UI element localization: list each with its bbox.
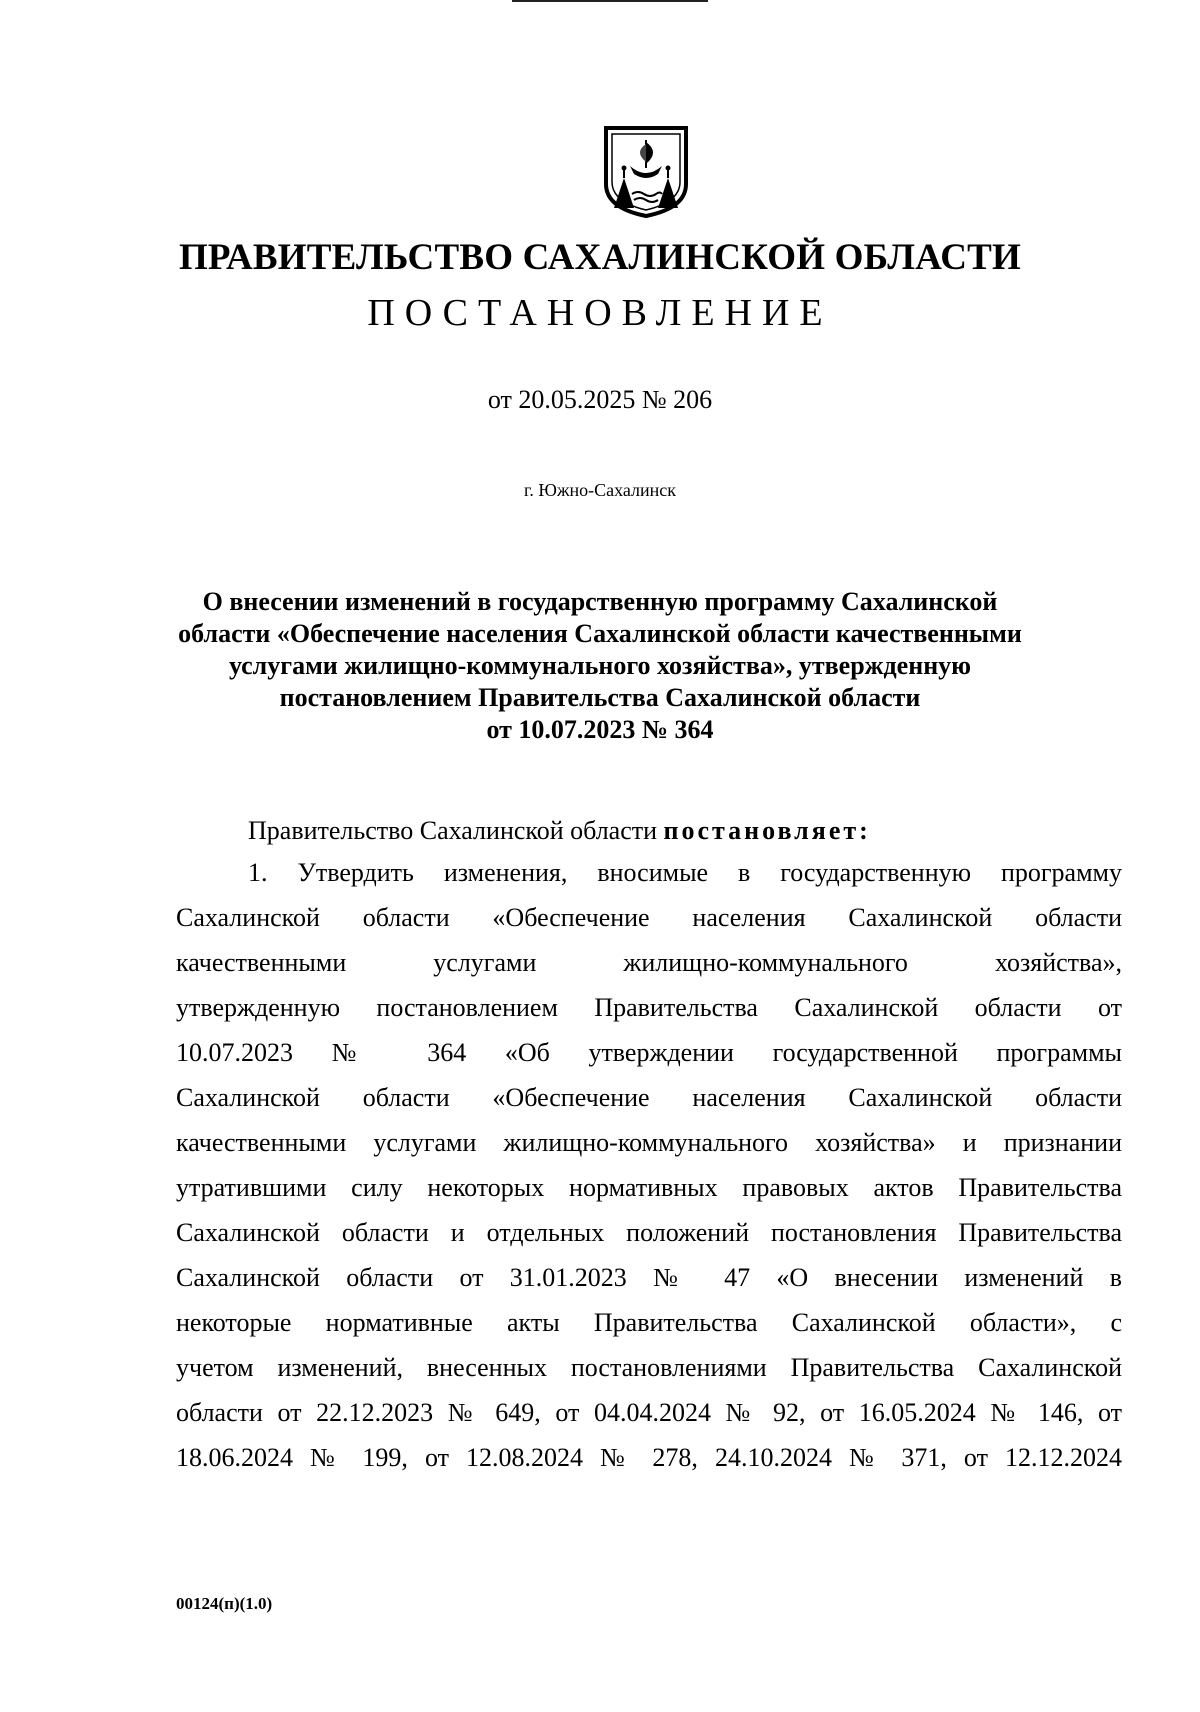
paragraph-line: качественными услугами жилищно-коммунального хозяйства», bbox=[176, 948, 1122, 977]
paragraph-line: 10.07.2023 № 364 «Об утверждении государственной программы bbox=[176, 1038, 1122, 1067]
subject-line: О внесении изменений в государственную программу Сахалинской bbox=[202, 587, 998, 616]
subject-line: области «Обеспечение населения Сахалинской области качественными bbox=[178, 619, 1022, 648]
paragraph-line: утвержденную постановлением Правительства Сахалинской области от bbox=[176, 993, 1122, 1022]
paragraph-line: Сахалинской области «Обеспечение населения Сахалинской области bbox=[176, 1083, 1122, 1112]
paragraph-line: Сахалинской области «Обеспечение населения Сахалинской области bbox=[176, 903, 1122, 932]
form-code: 00124(п)(1.0) bbox=[176, 1594, 273, 1613]
paragraph-line: качественными услугами жилищно-коммунального хозяйства» и признании bbox=[176, 1128, 1122, 1157]
government-title: ПРАВИТЕЛЬСТВО САХАЛИНСКОЙ ОБЛАСТИ bbox=[178, 237, 1022, 278]
paragraph-line: Сахалинской области от 31.01.2023 № 47 «О внесении изменений в bbox=[176, 1263, 1122, 1292]
paragraph-line: 1. Утвердить изменения, вносимые в государственную программу bbox=[248, 858, 1122, 887]
intro-text: Правительство Сахалинской области bbox=[248, 816, 664, 845]
subject-line: услугами жилищно-коммунального хозяйства», утвержденную bbox=[228, 651, 972, 680]
document-date-number: от 20.05.2025 № 206 bbox=[487, 385, 713, 414]
intro-emphasis: постановляет: bbox=[663, 816, 871, 845]
subject-line: от 10.07.2023 № 364 bbox=[486, 715, 714, 744]
subject-line: постановлением Правительства Сахалинской области bbox=[279, 683, 921, 712]
sakhalin-coat-of-arms-icon bbox=[596, 122, 696, 220]
document-type: ПОСТАНОВЛЕНИЕ bbox=[367, 292, 833, 334]
top-rule bbox=[512, 0, 708, 2]
paragraph-line: учетом изменений, внесенных постановлениями Правительства Сахалинской bbox=[176, 1353, 1122, 1382]
paragraph-line: области от 22.12.2023 № 649, от 04.04.2024 № 92, от 16.05.2024 № 146, от bbox=[176, 1398, 1122, 1427]
document-city: г. Южно-Сахалинск bbox=[523, 480, 677, 500]
document-subject bbox=[150, 586, 1050, 746]
resolution-intro bbox=[248, 806, 871, 856]
paragraph-line: некоторые нормативные акты Правительства Сахалинской области», с bbox=[176, 1308, 1122, 1337]
paragraph-line: утратившими силу некоторых нормативных правовых актов Правительства bbox=[176, 1173, 1122, 1202]
paragraph-line: 18.06.2024 № 199, от 12.08.2024 № 278, 24.10.2024 № 371, от 12.12.2024 bbox=[176, 1443, 1122, 1472]
paragraph-line: Сахалинской области и отдельных положений постановления Правительства bbox=[176, 1218, 1122, 1247]
